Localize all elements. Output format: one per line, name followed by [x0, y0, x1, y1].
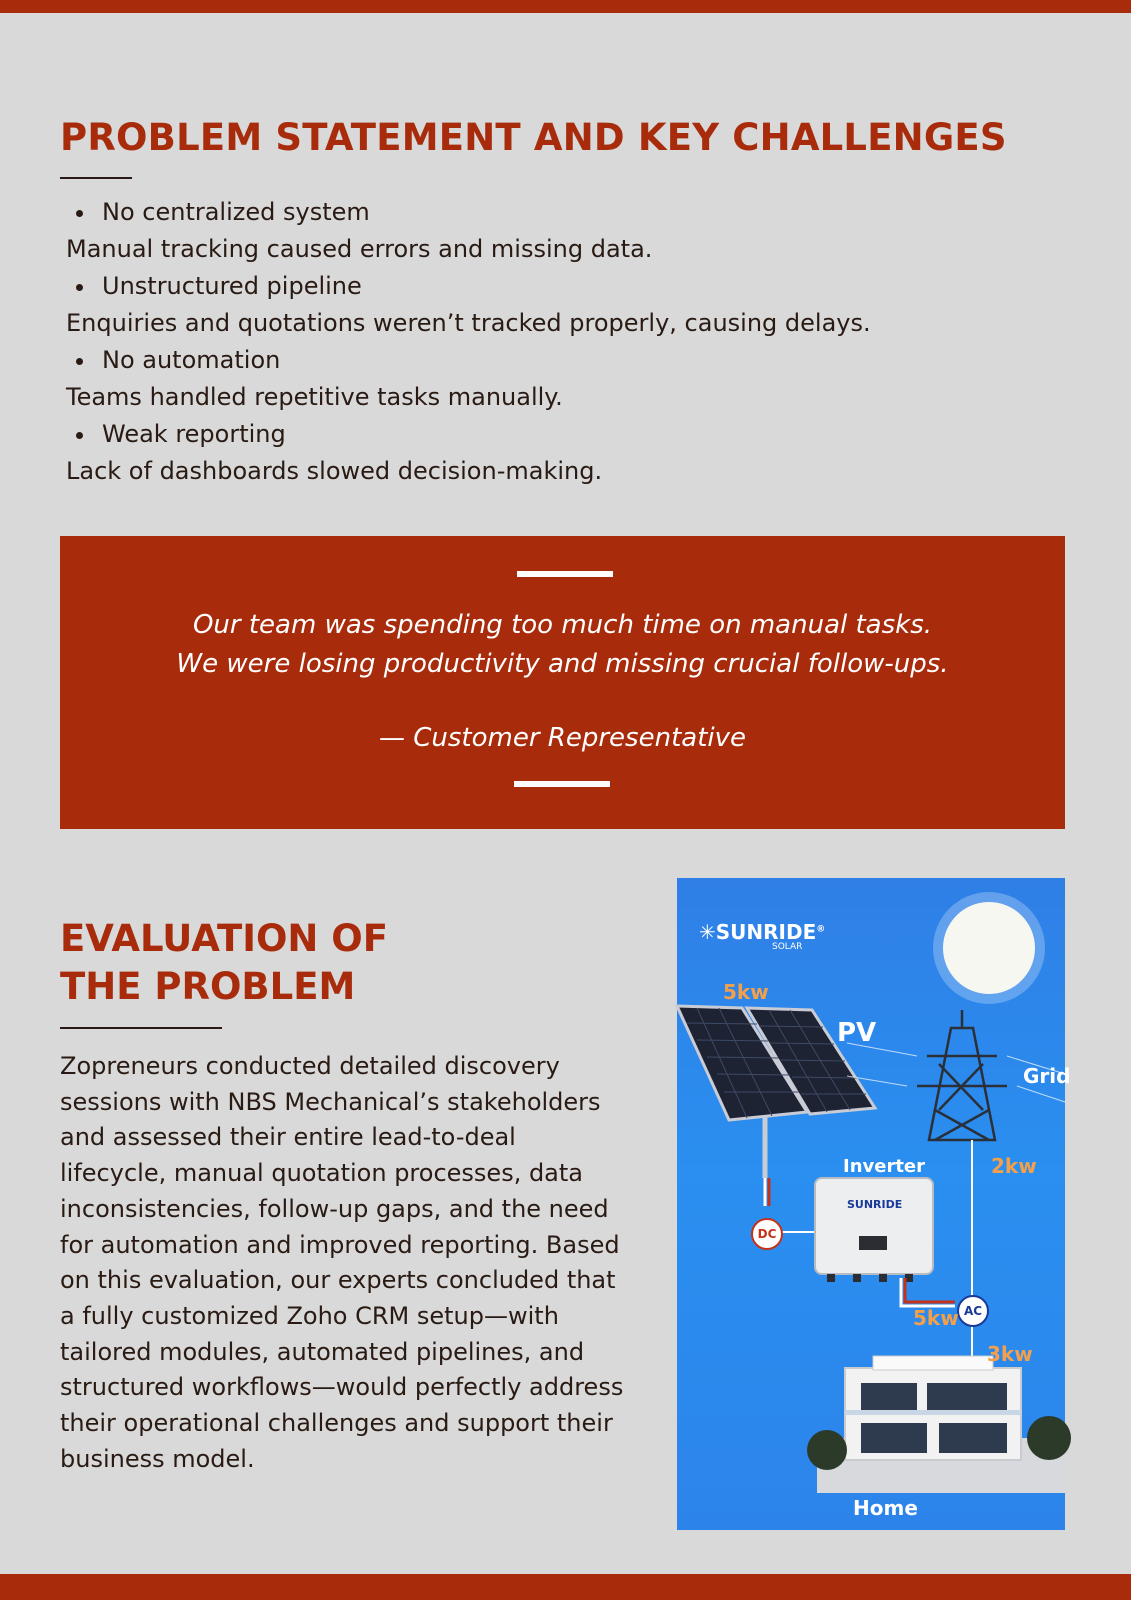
quote-divider-bottom [514, 781, 610, 787]
challenge-heading-text: Unstructured pipeline [102, 272, 362, 300]
bullet-dot [76, 210, 83, 217]
challenge-detail: Manual tracking caused errors and missing data. [66, 235, 653, 263]
evaluation-body: Zopreneurs conducted detailed discovery sessions with NBS Mechanical’s stakeholders and assessed their entire lead-to-deal lifecycle, manual quotation processes, data inconsistencies, follow-up gaps, and the need for automation and improved reporting. Based on this evaluation, our experts concluded that a fully customized Zoho CRM setup—with tailored modules, automated pipelines, and structured workflows—would perfectly address their operational challenges and support their business model. [60, 1052, 624, 1473]
evaluation-title-line: EVALUATION OF [60, 917, 388, 960]
evaluation-title-line: THE PROBLEM [60, 965, 356, 1008]
brand-subtitle: SOLAR [772, 942, 803, 952]
quote-divider-top [517, 571, 613, 577]
inverter-label: Inverter [843, 1156, 926, 1177]
quote-line: We were losing productivity and missing crucial follow-ups. [176, 649, 949, 679]
pv-power-label: 5kw [723, 980, 769, 1004]
challenge-detail: Lack of dashboards slowed decision-making. [66, 457, 603, 485]
inverter-brand: SUNRIDE [847, 1198, 903, 1211]
solar-system-illustration [677, 878, 1071, 1530]
brand-logo [699, 920, 825, 944]
home-label: Home [853, 1496, 918, 1520]
brand-name: SUNRIDE [715, 920, 817, 944]
evaluation-title [60, 915, 388, 1011]
challenge-heading-text: No centralized system [102, 198, 370, 226]
grid-power-label: 2kw [991, 1154, 1037, 1178]
ac-badge: AC [957, 1295, 989, 1327]
inverter-output-power-label: 5kw [913, 1306, 959, 1330]
challenge-detail: Enquiries and quotations weren’t tracked properly, causing delays. [66, 309, 871, 337]
challenge-heading [66, 194, 1066, 231]
registered-icon: ® [816, 924, 826, 935]
pv-label: PV [837, 1018, 877, 1048]
challenge-detail: Teams handled repetitive tasks manually. [66, 383, 563, 411]
testimonial-quote-box [60, 536, 1065, 829]
challenges-list [66, 194, 1066, 490]
title-underline [60, 177, 132, 179]
quote-author: — Customer Representative [378, 723, 747, 753]
bullet-dot [76, 358, 83, 365]
challenge-heading-text: Weak reporting [102, 420, 286, 448]
quote-text [60, 606, 1065, 684]
bullet-dot [76, 284, 83, 291]
bottom-accent-bar [0, 1574, 1131, 1600]
challenge-heading [66, 416, 1066, 453]
top-accent-bar [0, 0, 1131, 13]
power-pylon-icon [917, 1010, 1007, 1140]
quote-line: Our team was spending too much time on manual tasks. [192, 610, 933, 640]
problem-title: PROBLEM STATEMENT AND KEY CHALLENGES [60, 116, 1007, 159]
sparkle-icon: ✳ [699, 920, 716, 944]
challenge-heading [66, 268, 1066, 305]
house-icon [807, 1356, 1071, 1493]
dc-badge: DC [751, 1218, 783, 1250]
evaluation-underline [60, 1027, 222, 1029]
inverter-icon [815, 1178, 933, 1282]
sun-icon [943, 902, 1035, 994]
grid-label: Grid [1023, 1064, 1071, 1088]
challenge-heading-text: No automation [102, 346, 281, 374]
bullet-dot [76, 432, 83, 439]
home-power-label: 3kw [987, 1342, 1033, 1366]
challenge-heading [66, 342, 1066, 379]
